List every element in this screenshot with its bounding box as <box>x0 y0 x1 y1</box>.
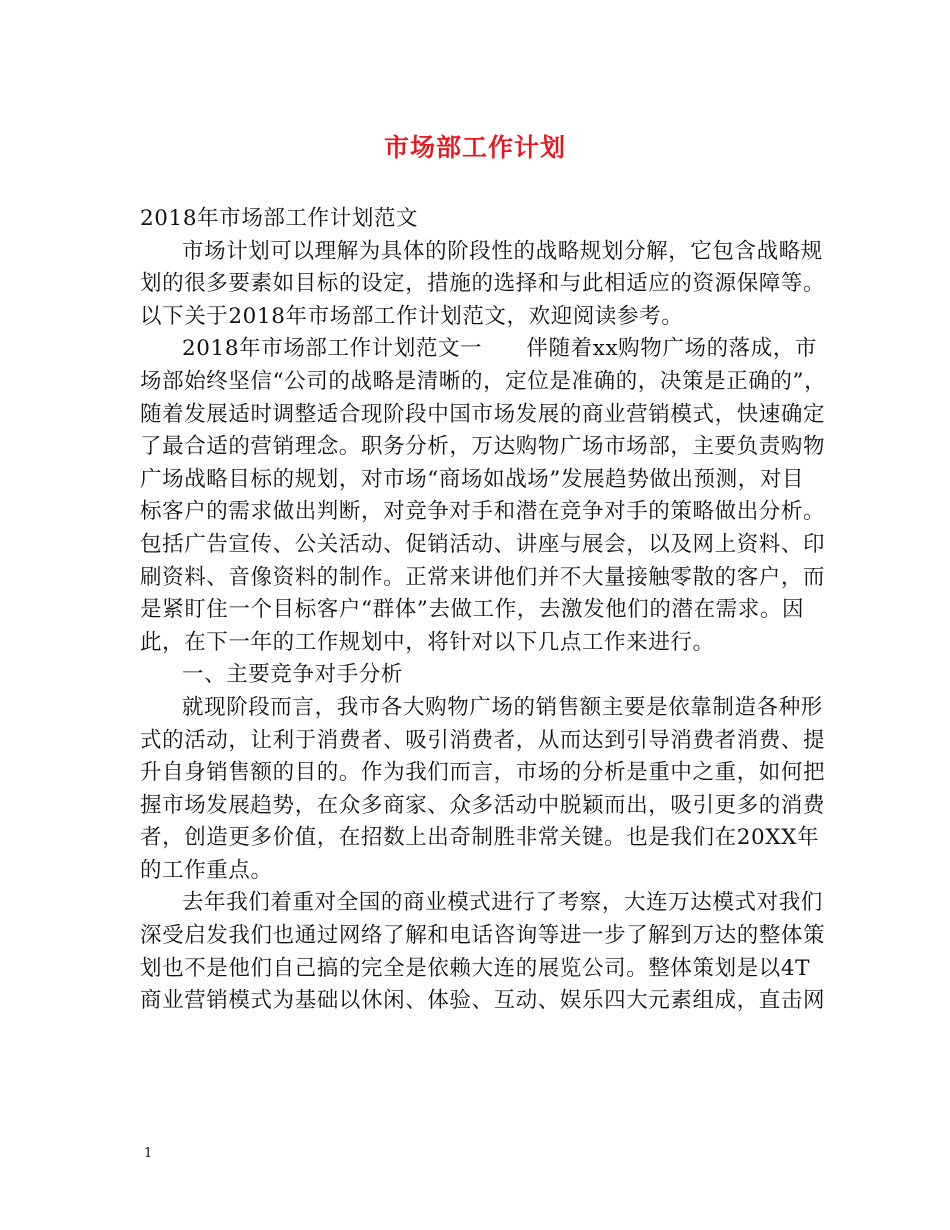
page-number: 1 <box>144 1146 153 1161</box>
body-line: 深受启发我们也通过网络了解和电话咨询等进一步了解到万达的整体策 <box>140 923 826 949</box>
body-line: 划也不是他们自己搞的完全是依赖大连的展览公司。整体策划是以4T <box>140 955 811 981</box>
body-line: 2018年市场部工作计划范文 <box>140 206 419 231</box>
body-line: 场部始终坚信“公司的战略是清晰的，定位是准确的，决策是正确的”， <box>140 368 827 394</box>
body-line: 式的活动，让利于消费者、吸引消费者，从而达到引导消费者消费、提 <box>140 727 826 753</box>
body-line: 者，创造更多价值，在招数上出奇制胜非常关键。也是我们在20XX年 <box>140 825 820 851</box>
body-line: 的工作重点。 <box>140 857 273 883</box>
body-line: 2018年市场部工作计划范文一 伴随着xx购物广场的落成，市 <box>182 336 818 362</box>
body-line: 划的很多要素如目标的设定，措施的选择和与此相适应的资源保障等。 <box>140 271 826 297</box>
document-body <box>140 203 827 1018</box>
body-line: 去年我们着重对全国的商业模式进行了考察，大连万达模式对我们 <box>182 890 823 916</box>
body-line: 是紧盯住一个目标客户“群体”去做工作，去激发他们的潜在需求。因 <box>140 597 805 623</box>
body-line: 广场战略目标的规划，对市场“商场如战场”发展趋势做出预测，对目 <box>140 466 805 492</box>
body-line: 以下关于2018年市场部工作计划范文，欢迎阅读参考。 <box>140 303 684 329</box>
body-line: 商业营销模式为基础以休闲、体验、互动、娱乐四大元素组成，直击网 <box>140 988 826 1014</box>
body-line: 握市场发展趋势，在众多商家、众多活动中脱颖而出，吸引更多的消费 <box>140 792 826 818</box>
body-line: 一、主要竞争对手分析 <box>182 662 404 688</box>
document-title: 市场部工作计划 <box>383 133 566 162</box>
body-line: 就现阶段而言，我市各大购物广场的销售额主要是依靠制造各种形 <box>182 694 823 720</box>
body-line: 市场计划可以理解为具体的阶段性的战略规划分解，它包含战略规 <box>182 238 823 264</box>
body-line: 随着发展适时调整适合现阶段中国市场发展的商业营销模式，快速确定 <box>140 401 826 427</box>
body-line: 包括广告宣传、公关活动、促销活动、讲座与展会，以及网上资料、印 <box>140 531 826 557</box>
body-line: 标客户的需求做出判断，对竞争对手和潜在竞争对手的策略做出分析。 <box>140 499 826 525</box>
body-line: 了最合适的营销理念。职务分析，万达购物广场市场部，主要负责购物 <box>140 434 826 460</box>
body-line: 升自身销售额的目的。作为我们而言，市场的分析是重中之重，如何把 <box>140 760 826 786</box>
body-line: 此，在下一年的工作规划中，将针对以下几点工作来进行。 <box>140 629 715 655</box>
body-line: 刷资料、音像资料的制作。正常来讲他们并不大量接触零散的客户，而 <box>140 564 826 590</box>
